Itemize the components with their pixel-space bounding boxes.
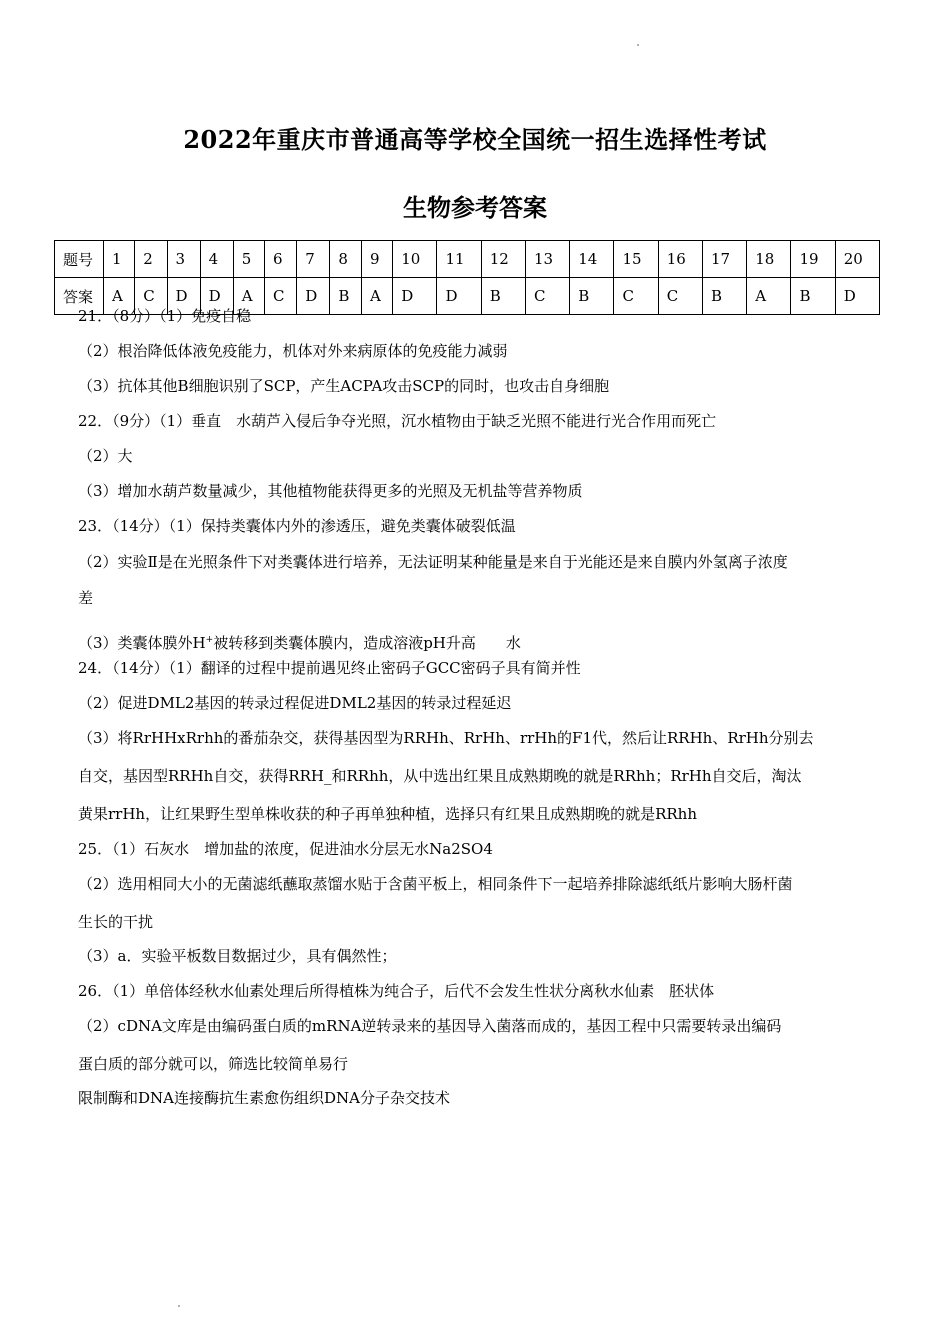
- line-23-3: [78, 633, 521, 653]
- text-line: 23．（14分）（1）保持类囊体内外的渗透压，避免类囊体破裂低温: [78, 517, 516, 535]
- question-number-cell: 3: [167, 241, 200, 278]
- answer-cell: A: [361, 278, 392, 315]
- answer-explanations: [78, 0, 878, 1200]
- row-label-answer: 答案: [55, 278, 104, 315]
- answer-cell: D: [200, 278, 233, 315]
- question-number-cell: 6: [265, 241, 297, 278]
- question-number-cell: 7: [297, 241, 330, 278]
- text-line: 差: [78, 589, 94, 607]
- question-number-cell: 15: [614, 241, 658, 278]
- line-23-3-prefix: （3）类囊体膜外H: [78, 634, 206, 652]
- answer-cell: A: [747, 278, 791, 315]
- question-number-cell: 1: [104, 241, 135, 278]
- text-line: 黄果rrHh，让红果野生型单株收获的种子再单独种植，选择只有红果且成熟期晚的就是RRhh: [78, 805, 697, 823]
- text-line: 24．（14分）（1）翻译的过程中提前遇见终止密码子GCC密码子具有简并性: [78, 659, 581, 677]
- answer-cell: C: [135, 278, 167, 315]
- scan-dot-bottom: [178, 1305, 180, 1307]
- answer-cell: C: [525, 278, 569, 315]
- text-line: 22．（9分）（1）垂直 水葫芦入侵后争夺光照，沉水植物由于缺乏光照不能进行光合作用而死亡: [78, 412, 717, 430]
- question-number-cell: 10: [393, 241, 437, 278]
- text-line: 生长的干扰: [78, 913, 154, 931]
- answer-cell: B: [570, 278, 614, 315]
- text-line: （2）cDNA文库是由编码蛋白质的mRNA逆转录来的基因导入菌落而成的，基因工程中只需要转录出编码: [78, 1017, 782, 1035]
- answer-cell: A: [233, 278, 264, 315]
- text-line: 25．（1）石灰水 增加盐的浓度，促进油水分层无水Na2SO4: [78, 840, 493, 858]
- text-line: （3）将RrHHxRrhh的番茄杂交，获得基因型为RRHh、RrHh、rrHh的F1代，然后让RRHh、RrHh分别去: [78, 729, 814, 747]
- question-number-cell: 17: [702, 241, 746, 278]
- answer-cell: D: [835, 278, 879, 315]
- page-title: 2022年重庆市普通高等学校全国统一招生选择性考试: [183, 125, 767, 154]
- answer-cell: D: [297, 278, 330, 315]
- text-line: （2）选用相同大小的无菌滤纸蘸取蒸馏水贴于含菌平板上，相同条件下一起培养排除滤纸纸片影响大肠杆菌: [78, 875, 793, 893]
- answer-cell: B: [702, 278, 746, 315]
- text-line: 自交，基因型RRHh自交，获得RRH_和RRhh，从中选出红果且成熟期晚的就是RRhh；RrHh自交后，淘汰: [78, 767, 802, 785]
- question-number-cell: 4: [200, 241, 233, 278]
- question-number-cell: 2: [135, 241, 167, 278]
- question-number-cell: 20: [835, 241, 879, 278]
- text-line: （2）大: [78, 447, 133, 465]
- question-number-cell: 19: [791, 241, 835, 278]
- text-line: （2）促进DML2基因的转录过程促进DML2基因的转录过程延迟: [78, 694, 512, 712]
- text-line: （3）增加水葫芦数量减少，其他植物能获得更多的光照及无机盐等营养物质: [78, 482, 583, 500]
- text-line: （3）抗体其他B细胞识别了SCP，产生ACPA攻击SCP的同时，也攻击自身细胞: [78, 377, 610, 395]
- answer-cell: C: [614, 278, 658, 315]
- text-line: 21．（8分）（1）免疫自稳: [78, 307, 252, 325]
- text-line: 蛋白质的部分就可以，筛选比较简单易行: [78, 1055, 349, 1073]
- answer-cell: D: [167, 278, 200, 315]
- text-line: （3）a．实验平板数目数据过少，具有偶然性；: [78, 947, 397, 965]
- question-number-cell: 16: [658, 241, 702, 278]
- answer-cell: D: [393, 278, 437, 315]
- line-23-3-superscript: +: [205, 635, 214, 645]
- answer-cell: C: [658, 278, 702, 315]
- answer-cell: B: [481, 278, 525, 315]
- question-number-cell: 18: [747, 241, 791, 278]
- question-number-cell: 9: [361, 241, 392, 278]
- question-number-cell: 11: [437, 241, 481, 278]
- question-number-cell: 13: [525, 241, 569, 278]
- answer-cell: B: [330, 278, 362, 315]
- row-label-question: 题号: [55, 241, 104, 278]
- question-number-cell: 14: [570, 241, 614, 278]
- answer-cell: C: [265, 278, 297, 315]
- text-line: 26．（1）单倍体经秋水仙素处理后所得植株为纯合子，后代不会发生性状分离秋水仙素 胚状体: [78, 982, 715, 1000]
- text-line: （2）实验Ⅱ是在光照条件下对类囊体进行培养，无法证明某种能量是来自于光能还是来自膜内外氢离子浓度: [78, 553, 788, 571]
- text-line: （2）根治降低体液免疫能力，机体对外来病原体的免疫能力减弱: [78, 342, 508, 360]
- question-number-cell: 5: [233, 241, 264, 278]
- text-line: 限制酶和DNA连接酶抗生素愈伤组织DNA分子杂交技术: [78, 1089, 450, 1107]
- page-subtitle: 生物参考答案: [403, 193, 547, 222]
- answer-cell: A: [104, 278, 135, 315]
- line-23-3-suffix: 被转移到类囊体膜内，造成溶液pH升高 水: [213, 634, 521, 652]
- question-number-cell: 12: [481, 241, 525, 278]
- question-number-cell: 8: [330, 241, 362, 278]
- answer-cell: B: [791, 278, 835, 315]
- answer-cell: D: [437, 278, 481, 315]
